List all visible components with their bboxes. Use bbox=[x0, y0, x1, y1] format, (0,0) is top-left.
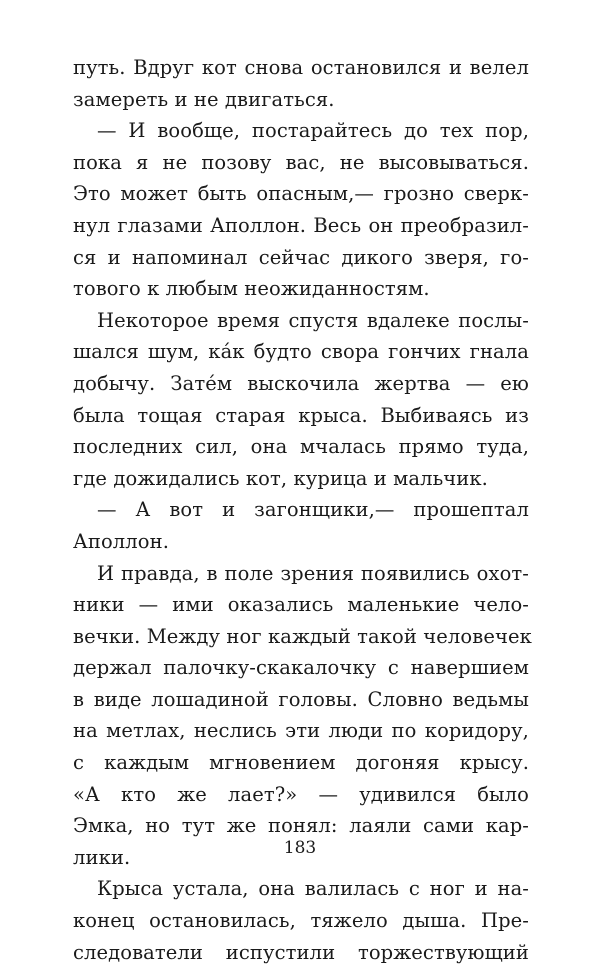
text-line: Эмка, но тут же понял: лаяли сами кар- bbox=[73, 814, 529, 838]
text-line: путь. Вдруг кот снова остановился и велел bbox=[73, 56, 529, 79]
paragraph bbox=[73, 558, 532, 874]
text-line: с каждым мгновением догоняя крысу. bbox=[73, 751, 529, 775]
paragraph bbox=[73, 115, 529, 305]
paragraph bbox=[73, 494, 529, 557]
page-number: 183 bbox=[283, 838, 317, 858]
text-line: нул глазами Аполлон. Весь он преобразил- bbox=[73, 213, 529, 237]
text-line: Некоторое время спустя вдалеке послы- bbox=[97, 308, 529, 332]
paragraph bbox=[73, 873, 529, 968]
text-line: вечки. Между ног каждый такой человечек bbox=[73, 624, 532, 648]
text-line: добычу. Зате́м выскочила жертва — ею bbox=[73, 371, 529, 395]
text-line: пока я не позову вас, не высовываться. bbox=[73, 150, 529, 174]
text-line: лики. bbox=[73, 845, 131, 869]
text-line: конец остановилась, тяжело дыша. Пре- bbox=[73, 909, 529, 933]
text-line: Крыса устала, она валилась с ног и на- bbox=[97, 877, 529, 901]
text-line: последних сил, она мчалась прямо туда, bbox=[73, 435, 529, 459]
text-line: держал палочку-скакалочку с навершием bbox=[73, 656, 529, 680]
paragraph bbox=[73, 52, 529, 115]
text-line: Аполлон. bbox=[73, 529, 170, 553]
text-line: Это может быть опасным,— грозно сверк- bbox=[73, 182, 529, 206]
text-line: ники — ими оказались маленькие чело- bbox=[73, 593, 529, 617]
text-line: ся и напоминал сейчас дикого зверя, го- bbox=[73, 245, 529, 269]
text-line: И правда, в поле зрения появились охот- bbox=[97, 561, 529, 585]
text-line: была тощая старая крыса. Выбиваясь из bbox=[73, 403, 529, 427]
text-line: следователи испустили торжествующий bbox=[73, 940, 529, 964]
text-line: — И вообще, постарайтесь до тех пор, bbox=[97, 119, 529, 143]
text-line: «А кто же лает?» — удивился было bbox=[73, 782, 529, 806]
text-line: в виде лошадиной головы. Словно ведьмы bbox=[73, 687, 529, 711]
text-line: тового к любым неожиданностям. bbox=[73, 277, 430, 301]
paragraph bbox=[73, 305, 529, 495]
page-text-block bbox=[73, 52, 532, 968]
text-line: на метлах, неслись эти люди по коридору, bbox=[73, 719, 529, 743]
text-line: замереть и не двигаться. bbox=[73, 87, 335, 111]
text-line: шался шум, ка́к будто свора гончих гнала bbox=[73, 340, 529, 364]
text-line: где дожидались кот, курица и мальчик. bbox=[73, 466, 488, 490]
text-line: — А вот и загонщики,— прошептал bbox=[97, 498, 529, 522]
